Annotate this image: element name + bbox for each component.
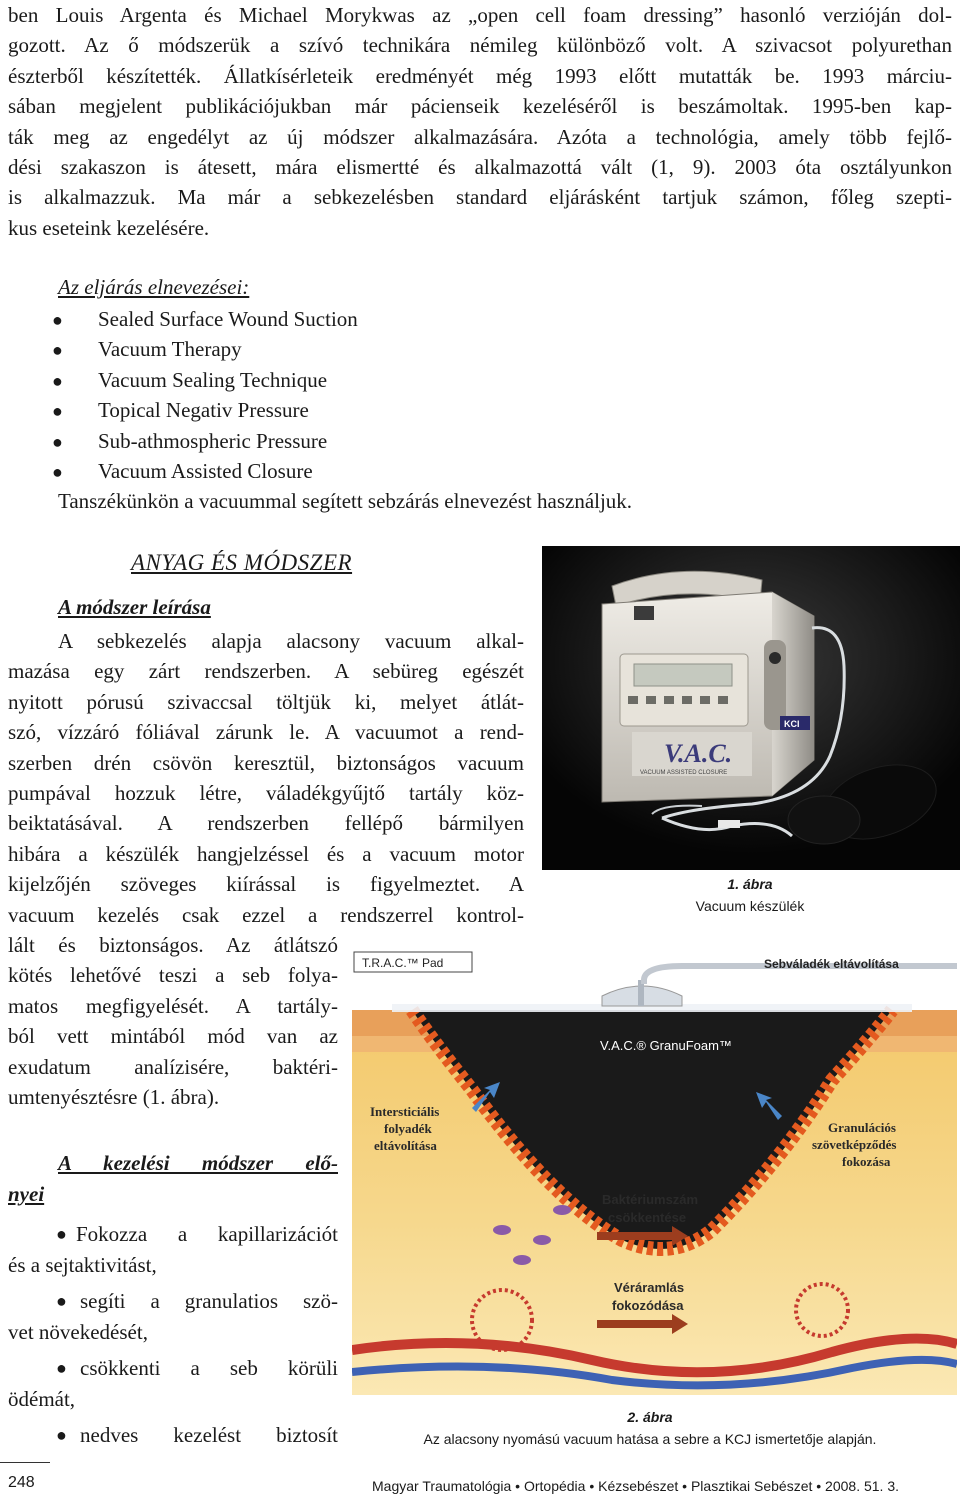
section-title: ANYAG ÉS MÓDSZER	[131, 550, 353, 575]
bullet-icon: ●	[52, 401, 63, 422]
bullet-icon: ●	[56, 1224, 67, 1244]
names-closing: Tanszékünkön a vacuummal segített sebzárás elnevezést használjuk.	[58, 489, 633, 513]
bullet-icon: ●	[52, 340, 63, 361]
bullet-icon: ●	[52, 310, 63, 330]
footer-rule	[0, 1462, 50, 1463]
method-line: lált és biztonságos. Az átlátszó	[8, 933, 338, 957]
method-line: szerben drén csövön keresztül, biztonságos vacuum	[8, 750, 524, 775]
bacteria-label: csökkentése	[608, 1210, 687, 1225]
intro-line: is alkalmazzuk. Ma már a sebkezelésben standard eljárásként tartjuk számon, főleg szepti-	[8, 185, 952, 210]
list-item: ● Topical Negativ Pressure	[52, 395, 358, 425]
wound-cross-section-illustration	[352, 940, 957, 1395]
method-line: umtenyésztésre (1. ábra).	[8, 1084, 220, 1109]
method-line: vacuum kezelés csak ezzel a rendszerrel kontrol-	[8, 902, 524, 927]
page-number: 248	[8, 1474, 35, 1491]
vacuum-device-illustration	[542, 546, 960, 870]
list-item-cont: és a sejtaktivitást,	[8, 1252, 157, 1277]
bacteria-label: Baktériumszám	[602, 1192, 699, 1207]
method-line: A sebkezelés alapja alacsony vacuum alkal-	[58, 629, 524, 653]
method-line: ból vett mintából mód van az	[8, 1024, 338, 1049]
list-item: ● Vacuum Sealing Technique	[52, 365, 358, 395]
list-item: ● segíti a granulatios szö-	[8, 1286, 338, 1317]
blood-flow-label: Véráramlás	[614, 1280, 685, 1295]
advantages-heading-cont: nyei	[8, 1181, 45, 1206]
method-line: kötés lehetővé teszi a seb folya-	[8, 963, 338, 988]
bullet-icon: ●	[56, 1291, 67, 1311]
list-item: ● Vacuum Assisted Closure	[52, 456, 358, 486]
figure1-label: 1. ábra	[727, 876, 773, 892]
figure2-diagram	[352, 940, 957, 1395]
method-subtitle: A módszer leírása	[58, 595, 211, 619]
intro-line: ben Louis Argenta és Michael Morykwas az „open cell foam dressing” hasonló verzióján dol-	[8, 3, 952, 27]
blood-flow-label: fokozódása	[612, 1298, 684, 1313]
list-item: ● Fokozza a kapillarizációt	[8, 1219, 338, 1250]
bullet-icon: ●	[52, 461, 63, 482]
intro-line: gozott. Az ő módszerük a szívó technikára némileg különböző volt. A szivacsot polyurethan	[8, 33, 952, 58]
method-line: beiktatásával. A rendszerben fellépő bármilyen	[8, 811, 524, 836]
bullet-icon: ●	[52, 431, 63, 452]
secretion-label: Sebváladék eltávolítása	[764, 957, 899, 971]
bullet-icon: ●	[56, 1358, 67, 1378]
method-line: matos megfigyelését. A tartály-	[8, 993, 338, 1018]
interstitial-label: eltávolítása	[374, 1138, 437, 1153]
list-item-cont: ödémát,	[8, 1386, 76, 1411]
figure2-caption-text: Az alacsony nyomású vacuum hatása a sebre a KCJ ismertetője alapján.	[423, 1431, 877, 1447]
device-subtext: VACUUM ASSISTED CLOSURE	[640, 770, 728, 776]
granulation-label: Granulációs	[828, 1120, 896, 1135]
bacteria-icon	[553, 1205, 571, 1215]
intro-line: észterből készítették. Állatkísérleteik eredményét még 1993 előtt mutatták be. 1993 márciu-	[8, 63, 952, 88]
journal-footer: Magyar Traumatológia • Ortopédia • Kézsebészet • Plasztikai Sebészet • 2008. 51. 3.	[372, 1478, 899, 1494]
method-line: exudatum analízisére, baktéri-	[8, 1054, 338, 1079]
method-line: hibára a készülék hangjelzéssel és a vacuum motor	[8, 841, 524, 866]
pad-label: T.R.A.C.™ Pad	[362, 956, 444, 970]
method-line: szó, vízzáró fóliával zárunk le. A vacuumot a rend-	[8, 720, 524, 745]
list-item: ● nedves kezelést biztosít	[8, 1420, 338, 1451]
intro-line: ták meg az engedélyt az új módszer alkalmazására. Azóta a technológia, amely több fejlő-	[8, 124, 952, 149]
advantages-block	[8, 1148, 338, 1451]
method-line: pumpával hozzuk létre, váladékgyűjtő tartály köz-	[8, 780, 524, 805]
figure1-caption-text: Vacuum készülék	[695, 898, 805, 914]
bullet-icon: ●	[52, 370, 63, 391]
bacteria-icon	[513, 1255, 531, 1265]
list-item: ● Sealed Surface Wound Suction	[52, 304, 358, 334]
figure2-caption	[360, 1406, 940, 1450]
names-heading: Az eljárás elnevezései:	[58, 275, 250, 299]
advantages-heading: A kezelési módszer elő-	[58, 1151, 338, 1175]
method-paragraph-narrow	[8, 930, 338, 1112]
foam-label: V.A.C.® GranuFoam™	[600, 1038, 732, 1053]
list-item: ● Sub-athmospheric Pressure	[52, 426, 358, 456]
interstitial-label: folyadék	[384, 1121, 432, 1136]
list-item: ● Vacuum Therapy	[52, 334, 358, 364]
kci-logo: KCI	[784, 719, 800, 729]
granulation-label: szövetképződés	[812, 1137, 897, 1152]
method-paragraph	[8, 626, 524, 930]
bacteria-icon	[533, 1235, 551, 1245]
device-brand-logo: V.A.C.	[664, 739, 733, 768]
method-line: nyitott pórusú szivaccsal töltjük ki, melyet átlát-	[8, 689, 524, 714]
figure1-caption	[660, 873, 840, 917]
method-line: kijelzőjén szöveges kiírással is figyelmeztet. A	[8, 872, 524, 897]
names-list	[52, 304, 358, 486]
intro-line: kus eseteink kezelésére.	[8, 215, 210, 240]
intro-line: dési szakaszon is átesett, mára elismertté és alkalmazottá vált (1, 9). 2003 óta osztályunkon	[8, 154, 952, 179]
bacteria-icon	[493, 1225, 511, 1235]
intro-paragraph	[8, 0, 952, 243]
method-line: mazása egy zárt rendszerben. A sebüreg egészét	[8, 659, 524, 684]
figure2-label: 2. ábra	[627, 1409, 673, 1425]
bullet-icon: ●	[56, 1425, 67, 1445]
intro-line: sában megjelent publikációjukban már pácienseik kezeléséről is beszámoltak. 1995-ben kap-	[8, 94, 952, 119]
granulation-label: fokozása	[842, 1154, 891, 1169]
interstitial-label: Intersticiális	[370, 1104, 440, 1119]
figure1-photo	[542, 546, 960, 870]
list-item: ● csökkenti a seb körüli	[8, 1353, 338, 1384]
list-item-cont: vet növekedését,	[8, 1319, 148, 1344]
